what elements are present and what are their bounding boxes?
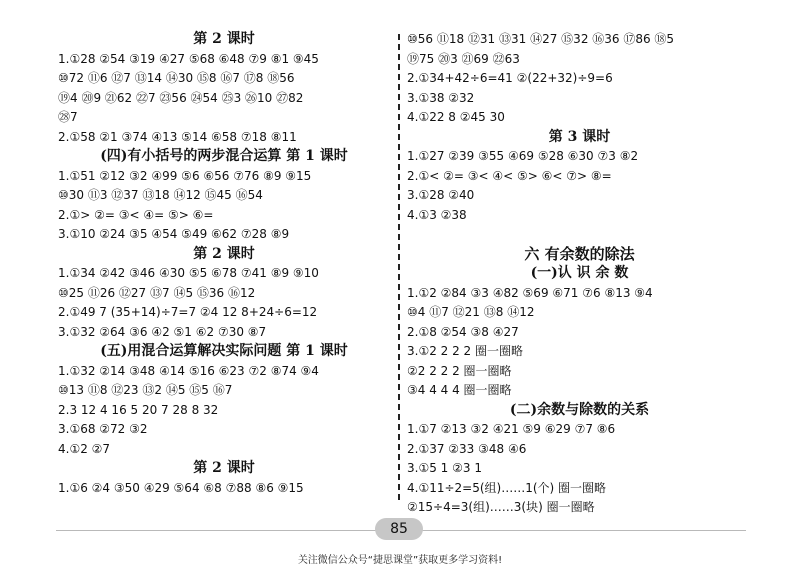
answer-line: 1.①51 ②12 ③2 ④99 ⑤6 ⑥56 ⑦76 ⑧9 ⑨15 bbox=[58, 168, 312, 183]
section-heading: (四)有小括号的两步混合运算 第 1 课时 bbox=[100, 148, 348, 164]
answer-line: ③4 4 4 4 圈一圈略 bbox=[407, 383, 512, 397]
answer-line: 1.①28 ②54 ③19 ④27 ⑤68 ⑥48 ⑦9 ⑧1 ⑨45 bbox=[58, 51, 319, 66]
answer-line: ㉘7 bbox=[58, 110, 78, 124]
answer-line: ②2 2 2 2 圈一圈略 bbox=[407, 363, 512, 378]
answer-line: 2.①37 ②33 ③48 ④6 bbox=[407, 441, 527, 456]
answer-line: 2.①< ②= ③< ④< ⑤> ⑥< ⑦> ⑧= bbox=[407, 168, 612, 183]
answer-line: ⑩13 ⑪8 ⑫23 ⑬2 ⑭5 ⑮5 ⑯7 bbox=[58, 383, 233, 397]
answer-line: ⑩30 ⑪3 ⑫37 ⑬18 ⑭12 ⑮45 ⑯54 bbox=[58, 188, 263, 202]
page-number: 85 bbox=[375, 518, 423, 540]
answer-line: 3.①5 1 ②3 1 bbox=[407, 461, 482, 475]
answer-line: ⑲75 ⑳3 ㉑69 ㉒63 bbox=[407, 51, 520, 66]
section-heading: 第 2 课时 bbox=[193, 245, 255, 262]
section-heading: (二)余数与除数的关系 bbox=[509, 401, 650, 418]
answer-line: 1.①27 ②39 ③55 ④69 ⑤28 ⑥30 ⑦3 ⑧2 bbox=[407, 149, 639, 163]
answer-line: 4.①3 ②38 bbox=[407, 207, 467, 222]
spacer bbox=[407, 225, 752, 245]
answer-line: 4.①11÷2=5(组)……1(个) 圈一圈略 bbox=[407, 480, 607, 495]
answer-line: 3.①2 2 2 2 圈一圈略 bbox=[407, 344, 524, 358]
answer-line: 2.①58 ②1 ③74 ④13 ⑤14 ⑥58 ⑦18 ⑧11 bbox=[58, 129, 297, 144]
answer-line: ⑩25 ⑪26 ⑫27 ⑬7 ⑭5 ⑮36 ⑯12 bbox=[58, 285, 256, 300]
section-heading: 六 有余数的除法 bbox=[524, 244, 635, 263]
answer-line: 1.①32 ②14 ③48 ④14 ⑤16 ⑥23 ⑦2 ⑧74 ⑨4 bbox=[58, 363, 319, 378]
section-heading: (一)认 识 余 数 bbox=[530, 265, 629, 281]
answer-line: 3.①28 ②40 bbox=[407, 188, 475, 202]
answer-line: ②15÷4=3(组)……3(块) 圈一圈略 bbox=[407, 500, 595, 514]
answer-line: 2.①> ②= ③< ④= ⑤> ⑥= bbox=[58, 207, 214, 222]
section-heading: (五)用混合运算解决实际问题 第 1 课时 bbox=[100, 343, 348, 359]
answer-line: 3.①68 ②72 ③2 bbox=[58, 422, 148, 436]
right-column bbox=[407, 30, 752, 518]
footer-note: 关注微信公众号“捷思课堂”获取更多学习资料! bbox=[297, 555, 503, 566]
answer-line: ⑩56 ⑪18 ⑫31 ⑬31 ⑭27 ⑮32 ⑯36 ⑰86 ⑱5 bbox=[407, 32, 675, 46]
answer-line: ⑲4 ⑳9 ㉑62 ㉒7 ㉓56 ㉔54 ㉕3 ㉖10 ㉗82 bbox=[58, 90, 304, 105]
answer-line: 3.①10 ②24 ③5 ④54 ⑤49 ⑥62 ⑦28 ⑧9 bbox=[58, 227, 290, 241]
answer-line: 1.①2 ②84 ③3 ④82 ⑤69 ⑥71 ⑦6 ⑧13 ⑨4 bbox=[407, 285, 653, 300]
answer-line: 1.①6 ②4 ③50 ④29 ⑤64 ⑥8 ⑦88 ⑧6 ⑨15 bbox=[58, 480, 304, 495]
answer-line: 1.①7 ②13 ③2 ④21 ⑤9 ⑥29 ⑦7 ⑧6 bbox=[407, 422, 616, 436]
answer-line: 1.①34 ②42 ③46 ④30 ⑤5 ⑥78 ⑦41 ⑧9 ⑨10 bbox=[58, 266, 319, 280]
answer-line: ⑩72 ⑪6 ⑫7 ⑬14 ⑭30 ⑮8 ⑯7 ⑰8 ⑱56 bbox=[58, 71, 295, 85]
answer-line: 2.①34+42÷6=41 ②(22+32)÷9=6 bbox=[407, 71, 613, 85]
section-heading: 第 2 课时 bbox=[193, 31, 255, 47]
answer-line: 3.①32 ②64 ③6 ④2 ⑤1 ⑥2 ⑦30 ⑧7 bbox=[58, 324, 267, 339]
answer-line: ⑩4 ⑪7 ⑫21 ⑬8 ⑭12 bbox=[407, 305, 535, 319]
section-heading: 第 3 课时 bbox=[548, 128, 611, 145]
column-divider bbox=[398, 34, 400, 500]
answer-line: 4.①2 ②7 bbox=[58, 441, 111, 456]
answer-line: 2.3 12 4 16 5 20 7 28 8 32 bbox=[58, 402, 219, 417]
answer-line: 3.①38 ②32 bbox=[407, 90, 475, 105]
answer-line: 4.①22 8 ②45 30 bbox=[407, 110, 505, 124]
left-column bbox=[58, 30, 390, 498]
answer-line: 2.①8 ②54 ③8 ④27 bbox=[407, 324, 519, 339]
answer-line: 2.①49 7 (35+14)÷7=7 ②4 12 8+24÷6=12 bbox=[58, 305, 318, 319]
section-heading: 第 2 课时 bbox=[193, 460, 255, 476]
